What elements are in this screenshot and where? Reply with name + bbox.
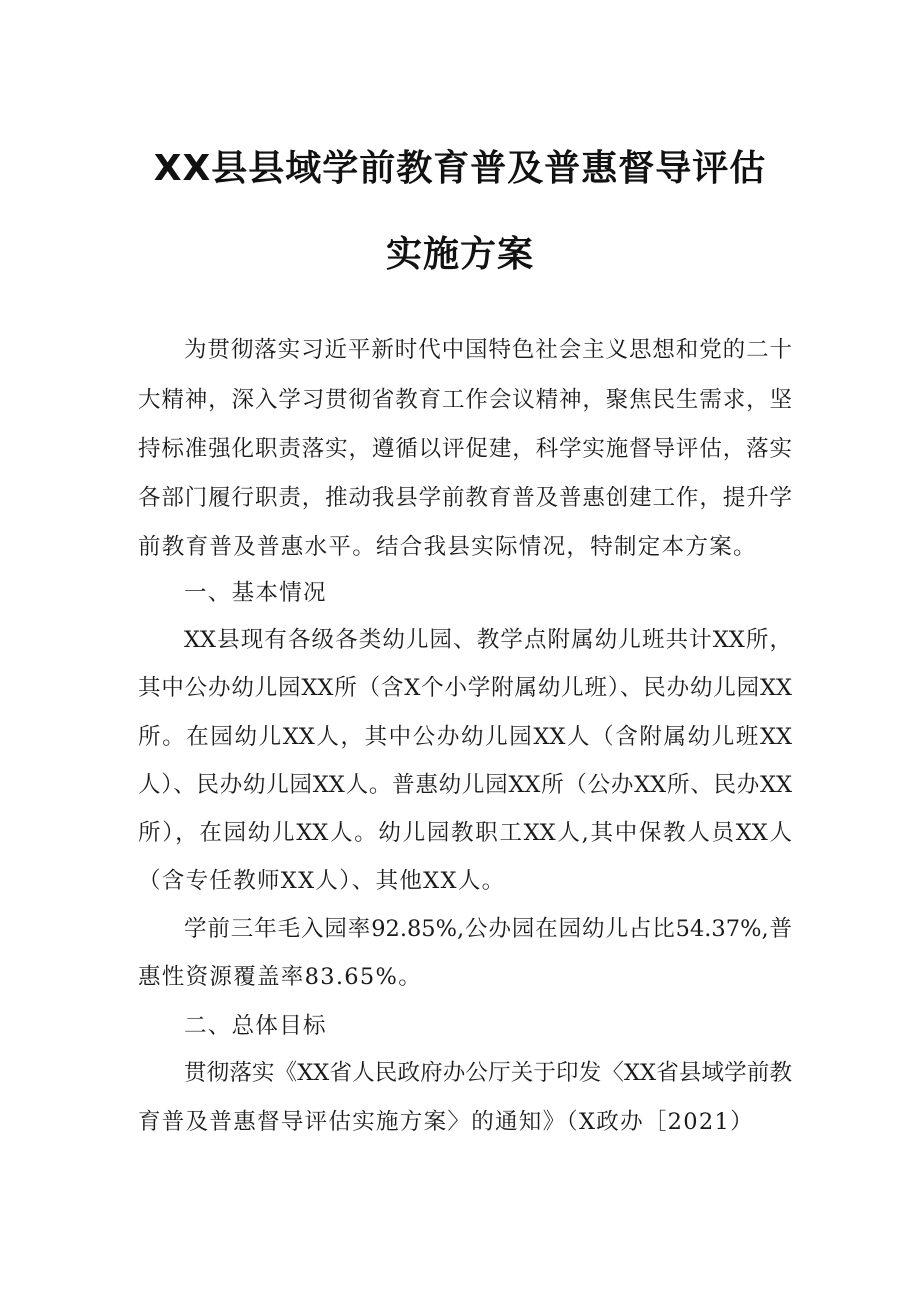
paragraph-line: 所。在园幼儿XX人，其中公办幼儿园XX人（含附属幼儿班XX [138,724,792,750]
paragraph-line: 学前三年毛入园率92.85%,公办园在园幼儿占比54.37%,普 [184,916,792,942]
paragraph-line: 为贯彻落实习近平新时代中国特色社会主义思想和党的二十 [184,337,792,363]
paragraph-line: 其中公办幼儿园XX所（含X个小学附属幼儿班）、民办幼儿园XX [138,675,792,701]
paragraph-line: 人）、民办幼儿园XX人。普惠幼儿园XX所（公办XX所、民办XX [138,772,792,798]
paragraph-line: 贯彻落实《XX省人民政府办公厅关于印发〈XX省县域学前教 [184,1060,792,1086]
paragraph-line: 惠性资源覆盖率83.65%。 [138,964,422,990]
paragraph-line: 持标准强化职责落实，遵循以评促建，科学实施督导评估，落实 [138,436,792,462]
paragraph-line: （含专任教师XX人）、其他XX人。 [138,868,506,894]
paragraph-line: 前教育普及普惠水平。结合我县实际情况，特制定本方案。 [138,534,757,560]
paragraph-line: XX县现有各级各类幼儿园、教学点附属幼儿班共计XX所， [184,627,792,653]
paragraph-line: 各部门履行职责，推动我县学前教育普及普惠创建工作，提升学 [138,485,792,511]
paragraph-line: 大精神，深入学习贯彻省教育工作会议精神，聚焦民生需求，坚 [138,387,792,413]
section-heading: 二、总体目标 [184,1013,327,1039]
document-title-line-1: XX县县域学前教育普及普惠督导评估 [153,148,767,189]
document-title-line-2: 实施方案 [385,234,534,275]
paragraph-line: 所），在园幼儿XX人。幼儿园教职工XX人,其中保教人员XX人 [138,820,792,846]
section-heading: 一、基本情况 [184,580,327,606]
paragraph-line: 育普及普惠督导评估实施方案〉的通知》（X政办［2021） [138,1109,754,1135]
